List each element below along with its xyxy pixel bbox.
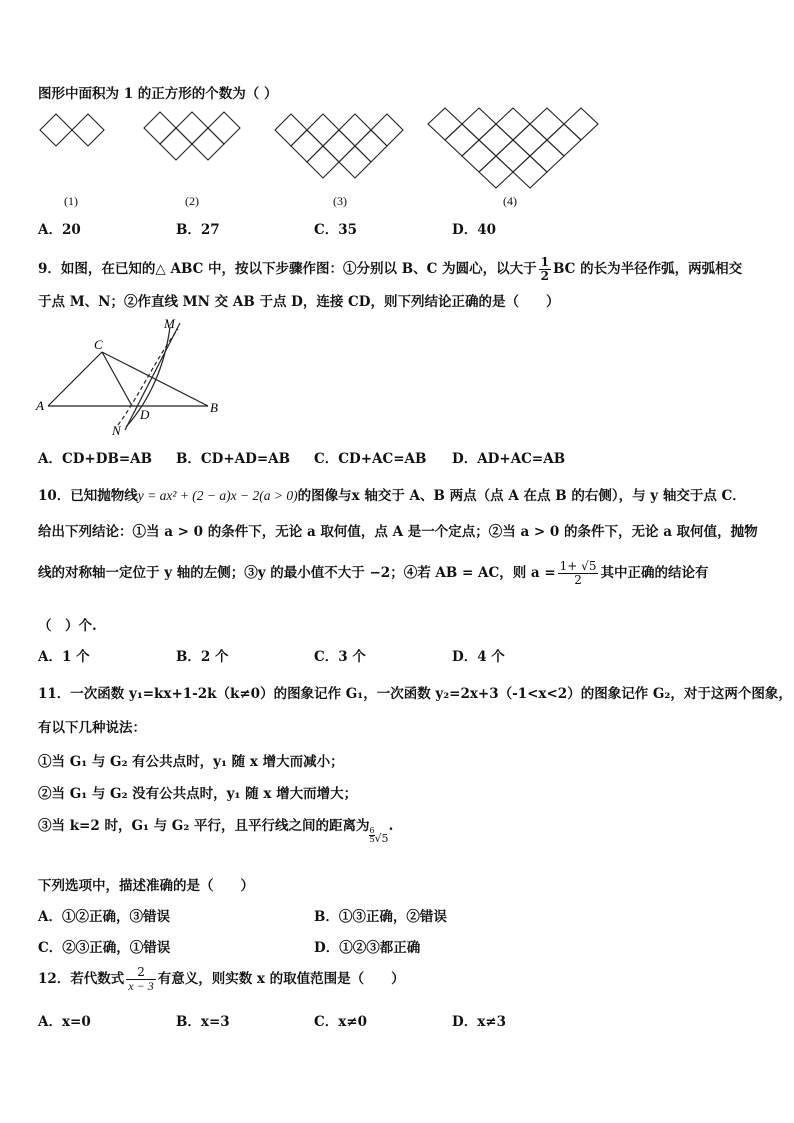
q12-option-b: B．x=3: [176, 1014, 230, 1030]
q12-option-d: D．x≠3: [452, 1014, 506, 1030]
q11-small-frac-num: 6: [369, 826, 375, 835]
q9-option-d: D．AD+AC=AB: [452, 451, 566, 467]
q9-text-1a: 9．如图，在已知的△ ABC 中，按以下步骤作图：①分别以 B、C 为圆心，以大于: [38, 261, 537, 277]
q9-label-N: N: [112, 423, 121, 438]
q12-frac-num: 2: [126, 966, 155, 980]
q10-text-1a: 10．已知抛物线: [38, 488, 138, 504]
q10-frac-num: 1+ √5: [559, 559, 597, 573]
q8-option-a: A．20: [38, 222, 81, 238]
q9-label-D: D: [140, 407, 150, 422]
q8-caption-4: (4): [503, 194, 517, 208]
q11-small-frac-den: 5: [369, 835, 375, 844]
q12-fraction: [126, 966, 155, 993]
q12-frac-den: x − 3: [128, 979, 154, 993]
q8-stem: 图形中面积为 1 的正方形的个数为（ ）: [38, 86, 278, 102]
q10-option-b: B．2 个: [176, 649, 229, 665]
q10-line-1: [38, 484, 746, 504]
q9-line-2: 于点 M、N；②作直线 MN 交 AB 于点 D，连接 CD，则下列结论正确的是（ ）: [38, 294, 560, 310]
q11-line-1: 11．一次函数 y₁=kx+1-2k（k≠0）的图象记作 G₁，一次函数 y₂=2x+3（-1<x<2）的图象记作 G₂，对于这两个图象，: [38, 686, 792, 702]
q8-figure-1: [40, 114, 104, 146]
q10-text-1b: 的图像与: [297, 488, 352, 504]
q11-root: √5: [374, 832, 389, 845]
q12-option-c: C．x≠0: [314, 1014, 367, 1030]
q11-statement-2: ②当 G₁ 与 G₂ 没有公共点时，y₁ 随 x 增大而增大；: [38, 786, 358, 802]
q11-text-3b: .: [388, 818, 394, 834]
q11-statement-1: ①当 G₁ 与 G₂ 有公共点时，y₁ 随 x 增大而减小；: [38, 754, 344, 770]
q10-option-c: C．3 个: [314, 649, 366, 665]
q8-figure-3: [275, 114, 403, 178]
q10-line-4: （ ）个.: [38, 618, 97, 634]
q9-figure: [30, 315, 240, 440]
q10-fraction: [558, 560, 599, 587]
q8-option-d: D．40: [452, 222, 496, 238]
q9-label-B: B: [210, 400, 218, 415]
q10-option-a: A．1 个: [38, 649, 90, 665]
q10-text-3a: 线的对称轴一定位于 y 轴的左侧；③y 的最小值不大于 −2；④若 AB = AC，则 a =: [38, 565, 556, 581]
q9-frac-num: 1: [540, 255, 549, 269]
q12-option-a: A．x=0: [38, 1014, 91, 1030]
q9-line-1: [38, 256, 742, 283]
q9-option-b: B．CD+AD=AB: [176, 451, 291, 467]
q9-label-A: A: [36, 398, 44, 413]
q8-option-b: B．27: [176, 222, 220, 238]
q11-line-2: 有以下几种说法：: [38, 720, 146, 736]
q10-equation: y = ax² + (2 − a)x − 2(a > 0): [137, 488, 298, 503]
q9-option-c: C．CD+AC=AB: [314, 451, 427, 467]
q11-ask: 下列选项中，描述准确的是（ ）: [38, 878, 254, 894]
q8-figure-2: [144, 112, 240, 160]
q11-option-a: A．①②正确，③错误: [38, 909, 170, 925]
q10-line-2: 给出下列结论：①当 a > 0 的条件下，无论 a 取何值，点 A 是一个定点；②当 a > 0 的条件下，无论 a 取何值，抛物: [38, 524, 758, 540]
q8-caption-1: (1): [64, 194, 78, 208]
q9-label-M: M: [164, 316, 175, 331]
q11-statement-3: [38, 814, 393, 845]
q11-option-b: B．①③正确，②错误: [314, 909, 447, 925]
q8-caption-2: (2): [185, 194, 199, 208]
q9-option-a: A．CD+DB=AB: [38, 451, 153, 467]
q12-line-1: [38, 966, 405, 993]
q12-text-1b: 有意义，则实数 x 的取值范围是（ ）: [157, 971, 405, 987]
q11-text-3a: ③当 k=2 时，G₁ 与 G₂ 平行，且平行线之间的距离为: [38, 818, 370, 834]
q9-label-C: C: [94, 337, 103, 352]
q10-text-1c: x 轴交于 A、B 两点（点 A 在点 B 的右侧），与 y 轴交于点 C．: [351, 488, 746, 504]
q10-line-3: [38, 560, 708, 587]
q8-caption-3: (3): [333, 194, 347, 208]
q8-figures: [0, 100, 794, 200]
q10-text-3b: 其中正确的结论有: [600, 565, 709, 581]
q12-text-1a: 12．若代数式: [38, 971, 125, 987]
q9-text-1b: BC 的长为半径作弧，两弧相交: [552, 261, 743, 277]
q10-frac-den: 2: [574, 573, 582, 587]
q11-option-d: D．①②③都正确: [314, 940, 421, 956]
q8-figure-4: [428, 108, 598, 188]
q8-option-c: C．35: [314, 222, 358, 238]
q11-option-c: C．②③正确，①错误: [38, 940, 171, 956]
q9-fraction: [539, 256, 551, 283]
q9-frac-den: 2: [540, 269, 549, 283]
q10-option-d: D．4 个: [452, 649, 505, 665]
